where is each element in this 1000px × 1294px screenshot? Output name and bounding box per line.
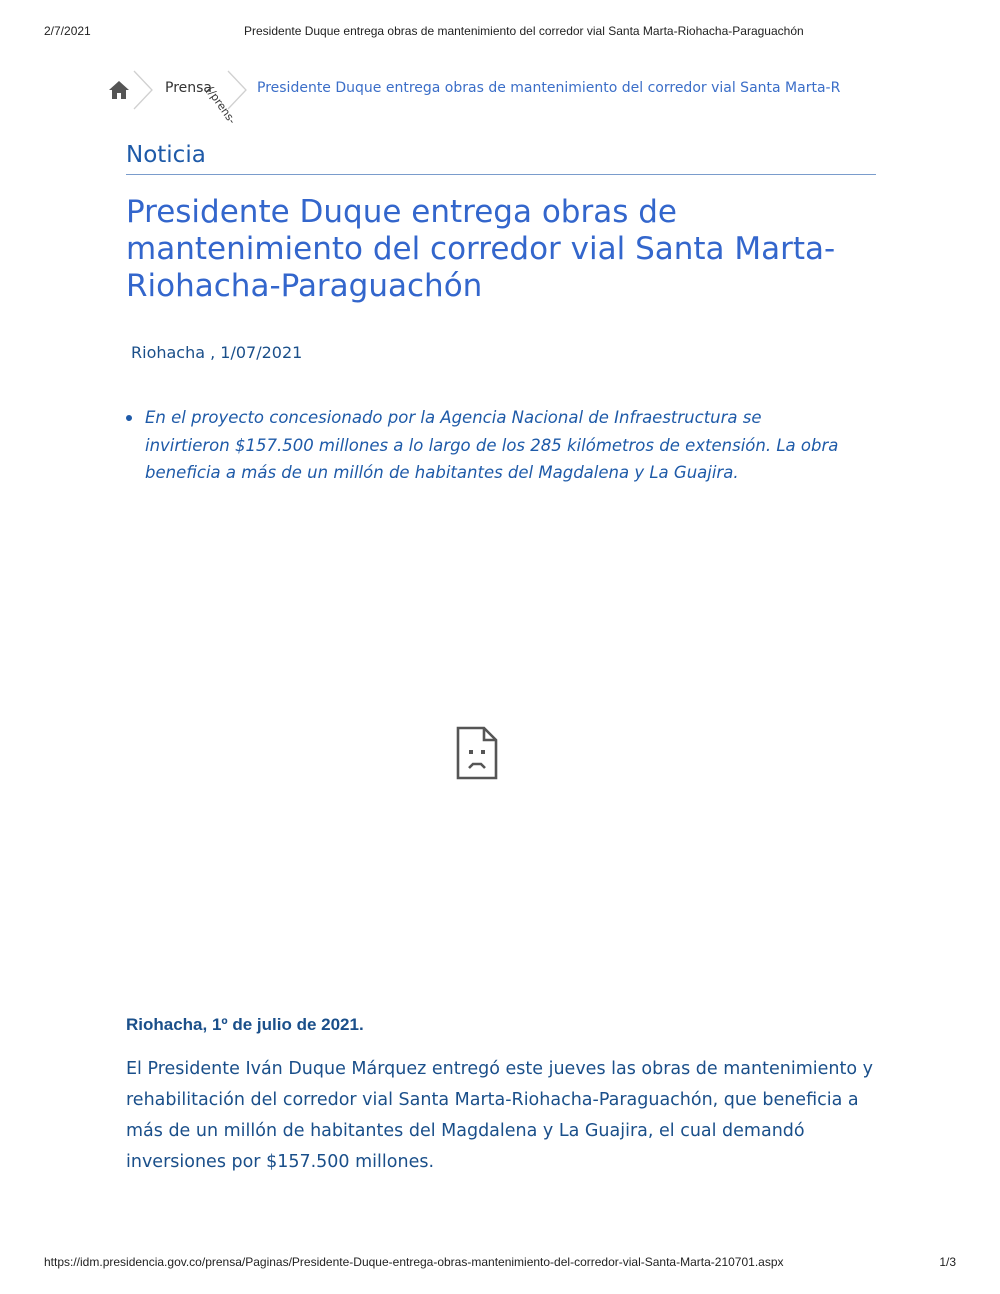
print-header <box>44 24 956 40</box>
article-dateline: Riohacha, 1º de julio de 2021. <box>126 1015 364 1034</box>
home-icon[interactable] <box>108 79 130 101</box>
section-label: Noticia <box>126 142 876 175</box>
print-page-title: Presidente Duque entrega obras de mantenimiento del corredor vial Santa Marta-Riohacha-Paraguachón <box>244 24 804 38</box>
summary-item: En el proyecto concesionado por la Agencia Nacional de Infraestructura se invirtieron $157.500 millones a lo largo de los 285 kilómetros de extensión. La obra beneficia a más de un millón de habitantes del Magdalena y La Guajira. <box>126 404 846 487</box>
breadcrumb <box>106 70 896 127</box>
chevron-right-icon <box>226 70 248 110</box>
article-body-paragraph: El Presidente Iván Duque Márquez entregó este jueves las obras de mantenimiento y rehabilitación del corredor vial Santa Marta-Riohacha-Paraguachón, que beneficia a más de un millón de habitantes del Magdalena y La Guajira, el cual demandó inversiones por $157.500 millones. <box>126 1059 873 1172</box>
breadcrumb-item-link-fragment[interactable]: (/prens- <box>203 84 239 127</box>
breadcrumb-item-current[interactable]: Presidente Duque entrega obras de mantenimiento del corredor vial Santa Marta-R <box>257 80 841 96</box>
broken-document-icon <box>456 726 498 780</box>
article-place-date: Riohacha , 1/07/2021 <box>131 343 303 362</box>
breadcrumb-item-prensa[interactable]: Prensa <box>165 80 213 96</box>
print-footer <box>44 1255 956 1271</box>
print-page-number: 1/3 <box>939 1255 956 1269</box>
article-summary <box>126 404 846 487</box>
print-date: 2/7/2021 <box>44 24 91 38</box>
print-url: https://idm.presidencia.gov.co/prensa/Paginas/Presidente-Duque-entrega-obras-mantenimiento-del-corredor-vial-Santa-Marta-210701.aspx <box>44 1255 784 1269</box>
chevron-right-icon <box>132 70 154 110</box>
article-headline: Presidente Duque entrega obras de mantenimiento del corredor vial Santa Marta-Riohacha-Paraguachón <box>126 194 836 304</box>
